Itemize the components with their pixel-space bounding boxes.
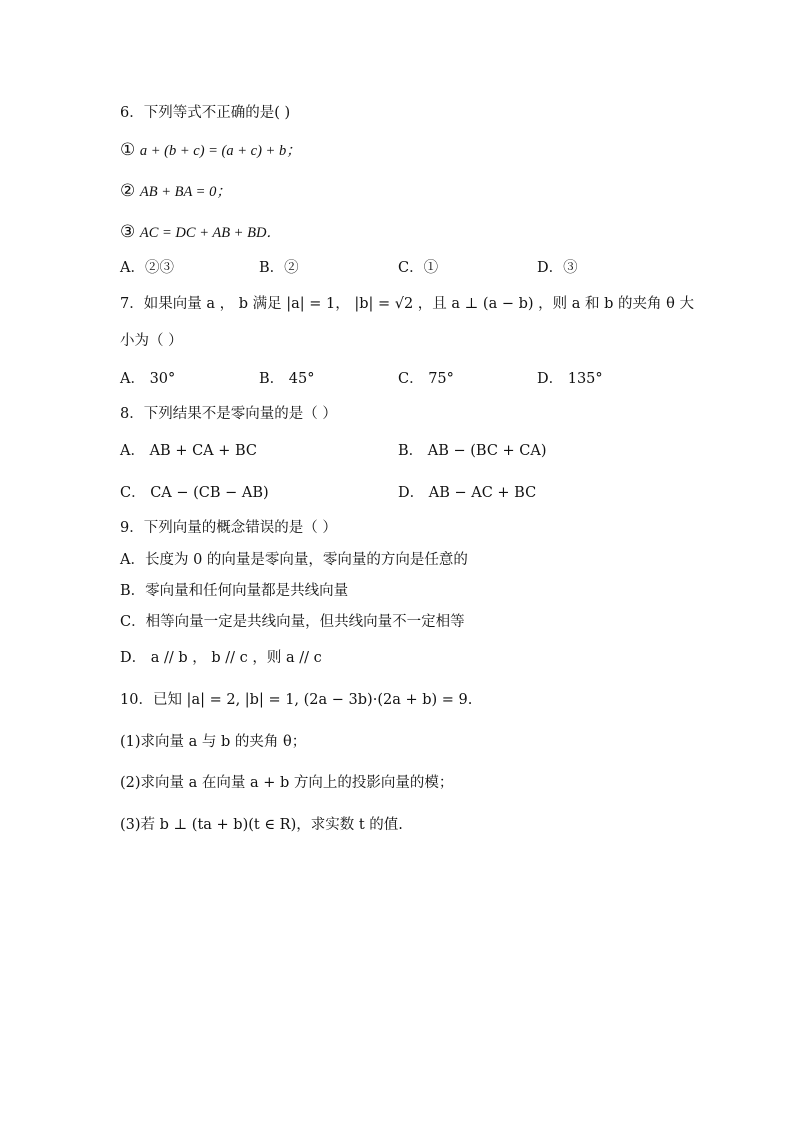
q8-option-d: D． AB − AC + BC <box>398 485 537 501</box>
q10-part-2: (2)求向量 a 在向量 a + b 方向上的投影向量的模； <box>120 775 454 791</box>
q6-item-1 <box>120 140 301 161</box>
q8-stem: 8．下列结果不是零向量的是（ ） <box>120 406 337 422</box>
q9-option-a: A．长度为 0 的向量是零向量，零向量的方向是任意的 <box>120 552 468 568</box>
q8-option-c: C． CA − (CB − AB) <box>120 485 269 501</box>
q6-item-2-number: ② <box>120 181 136 201</box>
q7-option-c: C． 75° <box>398 371 454 387</box>
q6-option-c: C．① <box>398 260 439 276</box>
q6-item-1-number: ① <box>120 140 136 160</box>
q9-option-b: B．零向量和任何向量都是共线向量 <box>120 583 349 599</box>
q6-item-3 <box>120 222 281 243</box>
q7-stem-line-1: 7．如果向量 a ， b 满足 |a| = 1， |b| = √2 ，且 a ⊥ (a − b) ，则 a 和 b 的夹角 θ 大 <box>120 296 694 312</box>
q10-stem: 10．已知 |a| = 2, |b| = 1, (2a − 3b)·(2a + b) = 9. <box>120 692 473 708</box>
q7-option-a: A． 30° <box>120 371 176 387</box>
q6-item-2 <box>120 181 231 202</box>
q9-option-d: D． a // b ， b // c ，则 a // c <box>120 650 322 666</box>
q7-stem-line-2: 小为（ ） <box>120 333 183 349</box>
q8-option-a: A． AB + CA + BC <box>120 443 258 459</box>
q6-item-2-expr: AB + BA = 0； <box>139 184 231 200</box>
q10-part-1: (1)求向量 a 与 b 的夹角 θ； <box>120 734 307 750</box>
q9-option-c: C．相等向量一定是共线向量，但共线向量不一定相等 <box>120 614 465 630</box>
q9-stem: 9．下列向量的概念错误的是（ ） <box>120 520 337 536</box>
q7-option-d: D． 135° <box>537 371 603 387</box>
q7-option-b: B． 45° <box>259 371 315 387</box>
q10-part-3: (3)若 b ⊥ (ta + b)(t ∈ R)，求实数 t 的值. <box>120 817 403 833</box>
q6-stem: 6．下列等式不正确的是( ) <box>120 105 291 121</box>
q6-item-3-expr: AC = DC + AB + BD． <box>139 225 281 241</box>
q6-item-3-number: ③ <box>120 222 136 242</box>
q6-option-d: D．③ <box>537 260 578 276</box>
q6-option-a: A．②③ <box>120 260 174 276</box>
q6-option-b: B．② <box>259 260 299 276</box>
q6-item-1-expr: a + (b + c) = (a + c) + b； <box>139 143 301 159</box>
q8-option-b: B． AB − (BC + CA) <box>398 443 547 459</box>
